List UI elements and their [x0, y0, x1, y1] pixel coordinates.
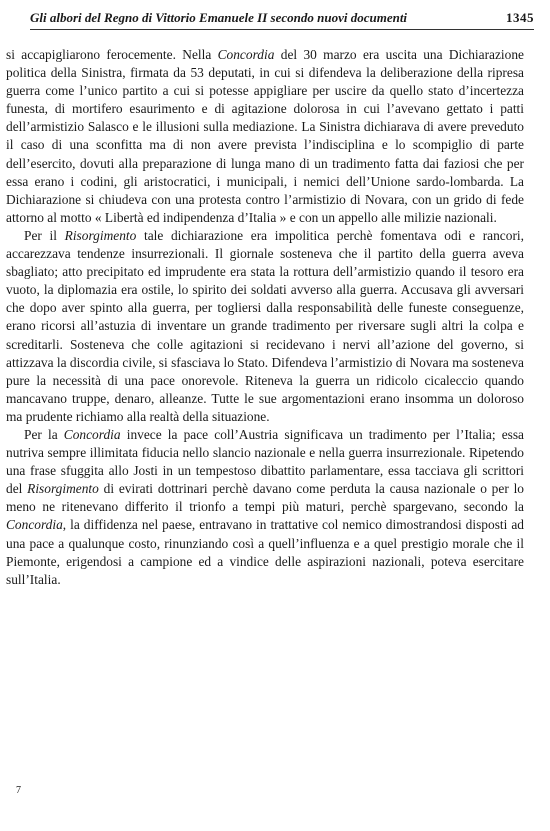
- body-text: [6, 46, 524, 589]
- text-run: invece la pace coll’Austria significava un tradimento per l’Italia; essa nutriva sempre illimitata fiducia nello slancio nazionale e nella guerra insurrezionale. Ripetendo una frase sfuggita allo Josti in un tempestoso dibattito parlamentare, essa tacciava gli scrittori del: [6, 426, 524, 497]
- italic-title: Concordia: [63, 426, 121, 442]
- page-number: 1345: [506, 10, 534, 25]
- text-run: , la diffidenza nel paese, entravano in trattative col nemico dimostrandosi disposti ad una pace a qualunque costo, rinunziando così a quell’influenza e a quel prestigio morale che il Piemonte, erigendosi a campione ed a vindice delle aspirazioni nazionali, poteva esercitare sull’Italia.: [6, 517, 524, 587]
- paragraph: [6, 46, 524, 227]
- signature-mark: 7: [16, 785, 21, 796]
- running-title: Gli albori del Regno di Vittorio Emanuele II secondo nuovi documenti: [30, 10, 408, 25]
- paragraph: [6, 426, 524, 589]
- italic-title: Risorgimento: [27, 481, 99, 497]
- italic-title: Risorgimento: [64, 227, 137, 243]
- text-run: Per la: [24, 426, 64, 442]
- running-header: [30, 6, 534, 30]
- text-run: tale dichiarazione era impolitica perchè fomentava odi e rancori, accarezzava tendenze insurrezionali. Il giornale sosteneva che il partito della guerra aveva sbagliato; atto precipitato ed imprudente era stata la rottura dell’armistizio quando il tesoro era vuoto, la diplomazia era ostile, lo spirito dei soldati avverso alla guerra. Accusava gli avversari che dopo aver spinto alla guerra, per togliersi dalla responsabilità delle funeste conseguenze, erano ricorsi all’astuzia di inventare un grande tradimento per riversare sugli altri la colpa e screditarli. Sosteneva che colle agitazioni si recidevano i nervi all’azione del governo, si attizzava la discordia civile, si sfasciava lo Stato. Difendeva l’armistizio di Novara ma sosteneva pure la necessità di una pace onorevole. Riteneva la guerra un ridicolo cicaleccio quando mancavano truppe, denaro, alleanze. Tutte le sue argomentazioni erano insomma un doloroso ma prudente richiamo alla realtà della situazione.: [6, 227, 524, 424]
- text-run: del 30 marzo era uscita una Dichiarazione politica della Sinistra, firmata da 53 deputati, in cui si difendeva la deliberazione della ripresa guerra come l’unico partito a cui si potesse appigliare per uscire da quello stato d’incertezza funesta, di mortifero esaurimento e di agitazione dolorosa in cui l’avevano gettato i patti dell’armistizio Salasco e le illusioni sulla mediazione. La Sinistra dichiarava di avere preveduto il caso di una sconfitta ma di non avere prevista l’indisciplina e lo scompiglio di parte dell’esercito, dovuti alla preparazione di lunga mano di un tradimento fatta dai faziosi che per essa erano i codini, gli aristocratici, i municipali, i nemici dell’Unione sardo-lombarda. La Dichiarazione si chiudeva con una protesta contro l’armistizio di Novara, con un grido di fede attorno al motto « Libertà ed indipendenza d’Italia » e con un appello alle milizie nazionali.: [6, 47, 524, 225]
- italic-title: Concordia: [217, 47, 275, 62]
- text-run: di evirati dottrinari perchè davano come perduta la causa nazionale o per lo meno ne ritenevano differito il trionfo a tempi più maturi, perchè spargevano, secondo la: [6, 481, 524, 515]
- paragraph: [6, 227, 524, 426]
- text-run: Per il: [24, 227, 65, 243]
- italic-title: Concordia: [6, 517, 63, 533]
- text-run: si accapigliarono ferocemente. Nella: [6, 47, 218, 62]
